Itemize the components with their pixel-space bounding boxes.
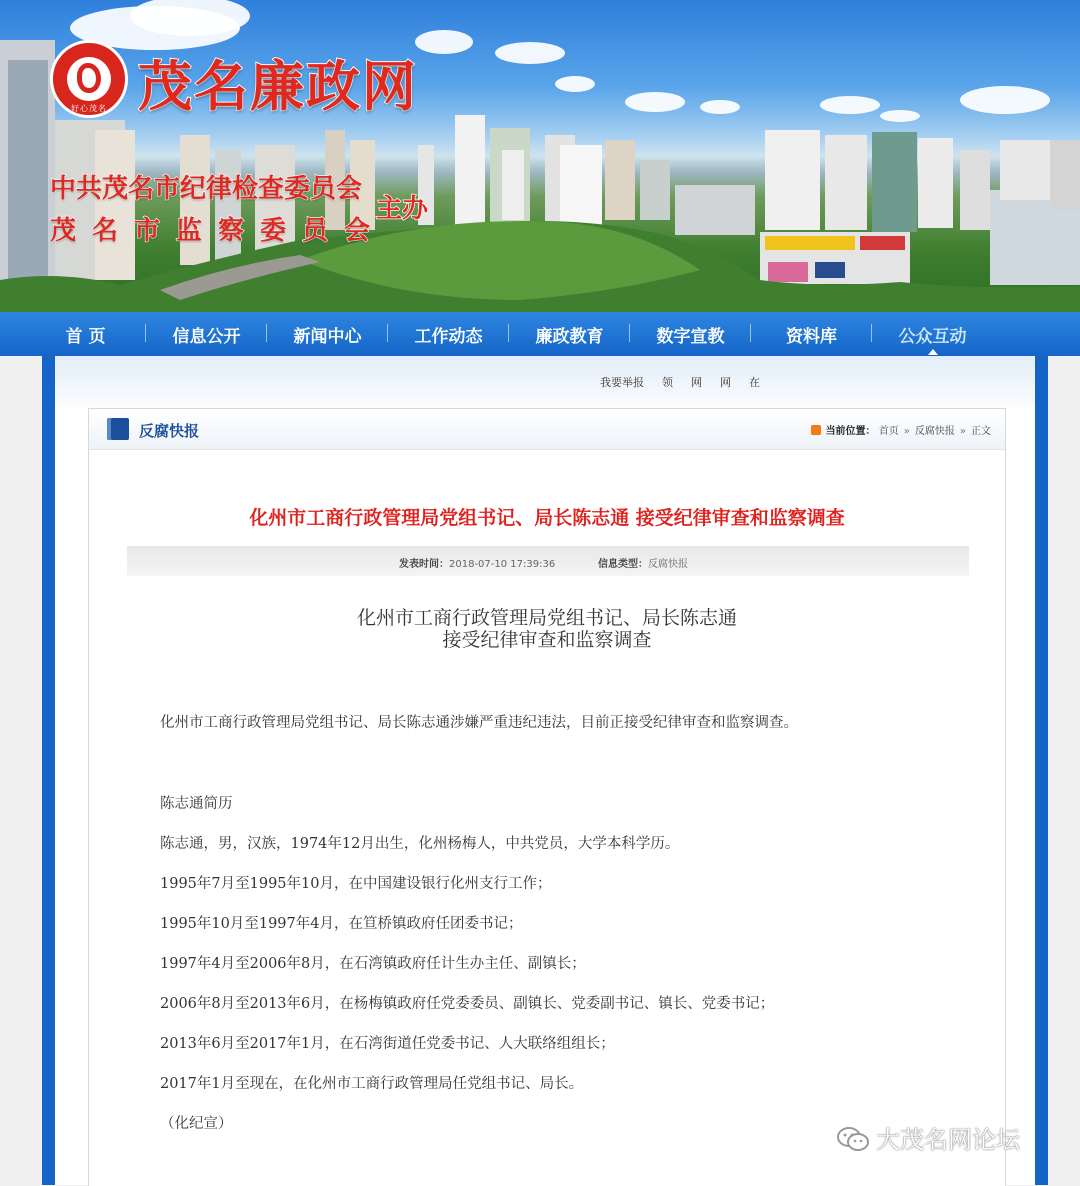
panel-header xyxy=(89,409,1005,450)
article-title: 化州市工商行政管理局党组书记、局长陈志通 接受纪律审查和监察调查 xyxy=(249,507,845,529)
sponsor-line-2: 茂名市监察委员会 xyxy=(50,216,387,246)
nav-item-home[interactable]: 首 页 xyxy=(25,322,146,347)
site-title: 茂名廉政网 xyxy=(138,55,418,118)
resume-line: 1995年7月至1995年10月，在中国建设银行化州支行工作； xyxy=(160,876,552,892)
subnav-link-2[interactable]: 领 xyxy=(662,376,673,389)
nav-item-work-updates[interactable]: 工作动态 xyxy=(388,322,509,347)
article-body-title: 化州市工商行政管理局党组书记、局长陈志通 接受纪律审查和监察调查 xyxy=(356,607,737,651)
main-nav xyxy=(0,312,1080,356)
article-lead: 化州市工商行政管理局党组书记、局长陈志通涉嫌严重违纪违法，目前正接受纪律审查和监察调查。 xyxy=(160,715,798,731)
page-content xyxy=(55,356,1035,1185)
info-type: 信息类型：反腐快报 xyxy=(598,559,688,570)
nav-item-digital-publicity[interactable]: 数字宣教 xyxy=(630,322,751,347)
section-title: 反腐快报 xyxy=(139,422,200,440)
emblem-caption: 好心茂名 xyxy=(71,104,107,113)
wechat-icon xyxy=(836,1126,870,1152)
breadcrumb-home[interactable]: 首页 xyxy=(878,426,899,437)
publish-time: 发表时间：2018-07-10 17:39:36 xyxy=(399,559,556,570)
location-icon xyxy=(811,425,821,435)
resume-line: 陈志通，男，汉族，1974年12月出生，化州杨梅人，中共党员，大学本科学历。 xyxy=(160,836,680,852)
breadcrumb-current: 正文 xyxy=(971,426,991,437)
nav-item-public-interaction[interactable]: 公众互动 xyxy=(872,322,993,347)
sub-nav xyxy=(55,356,1035,406)
breadcrumb-section[interactable]: 反腐快报 xyxy=(914,426,955,437)
breadcrumb-separator: » xyxy=(959,426,966,437)
subnav-link-3[interactable]: 网 xyxy=(691,376,702,389)
resume-line: 2013年6月至2017年1月，在石湾街道任党委书记、人大联络组组长； xyxy=(160,1036,615,1052)
resume-line: 2006年8月至2013年6月，在杨梅镇政府任党委委员、副镇长、党委副书记、镇长、党委书记； xyxy=(160,996,775,1012)
article-meta xyxy=(127,546,969,576)
resume-line: 1997年4月至2006年8月，在石湾镇政府任计生办主任、副镇长； xyxy=(160,956,586,972)
sponsor-line-1: 中共茂名市纪律检查委员会 xyxy=(50,174,363,204)
book-icon xyxy=(107,418,129,440)
page-frame xyxy=(42,356,1048,1185)
site-banner xyxy=(0,0,1080,312)
subnav-report-link[interactable]: 我要举报 xyxy=(600,376,644,389)
watermark xyxy=(836,1120,1020,1155)
watermark-text: 大茂名网论坛 xyxy=(876,1126,1020,1154)
article-panel xyxy=(88,408,1006,1186)
breadcrumb xyxy=(811,422,991,437)
article-source: （化纪宣） xyxy=(160,1116,233,1132)
subnav-link-4[interactable]: 网 xyxy=(720,376,731,389)
breadcrumb-label: 当前位置： xyxy=(825,426,876,437)
site-emblem-logo xyxy=(50,40,128,118)
nav-item-news-center[interactable]: 新闻中心 xyxy=(267,322,388,347)
sponsor-tag: 主办 xyxy=(376,194,429,224)
nav-item-integrity-education[interactable]: 廉政教育 xyxy=(509,322,630,347)
resume-line: 2017年1月至现在，在化州市工商行政管理局任党组书记、局长。 xyxy=(160,1076,584,1092)
nav-item-resource-library[interactable]: 资料库 xyxy=(751,322,872,347)
resume-line: 1995年10月至1997年4月，在笪桥镇政府任团委书记； xyxy=(160,916,523,932)
nav-item-info-disclosure[interactable]: 信息公开 xyxy=(146,322,267,347)
subnav-link-5[interactable]: 在 xyxy=(749,376,760,389)
resume-heading: 陈志通简历 xyxy=(160,796,233,812)
breadcrumb-separator: » xyxy=(903,426,910,437)
